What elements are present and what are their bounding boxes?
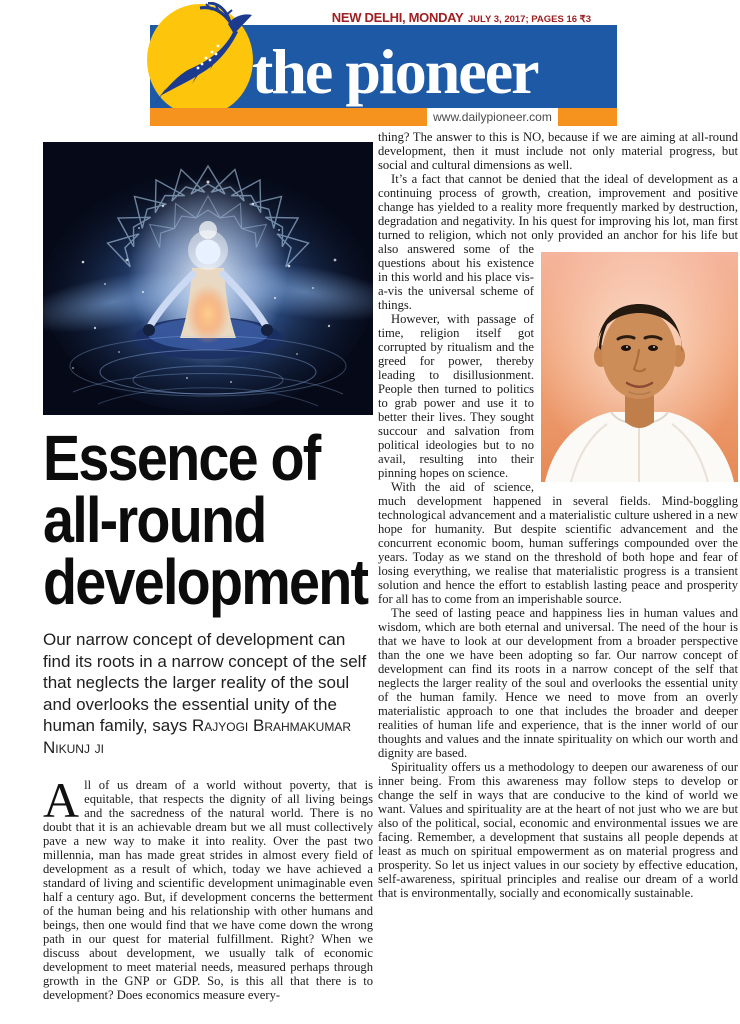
right-column xyxy=(378,130,738,900)
author-portrait-photo xyxy=(541,252,738,482)
left-body-text xyxy=(43,772,373,1002)
left-column xyxy=(43,142,373,1002)
article-headline xyxy=(43,422,374,618)
pioneer-deer-logo-icon xyxy=(146,2,258,118)
meditation-cosmic-image xyxy=(43,142,373,415)
standfirst-text: Our narrow concept of development can find its roots in a narrow concept of the self that neglects the larger reality of the soul and overlooks the essential unity of the human family, says xyxy=(43,630,367,735)
body-paragraph: thing? The answer to this is NO, because if we are aiming at all-round development, then it must include not only material progress, but social and cultural dimensions as well. xyxy=(378,130,738,172)
left-paragraph: ll of us dream of a world without poverty, that is equitable, that respects the dignity of all living beings and the sacredness of the natural world. There is no doubt that it is an achievable dream but we all must collectively pave a new way to make it into reality. Over the past two millennia, man has made great strides in almost every field of development as a result of which, today we have achieved a standard of living and scientific development unimaginable even half a century ago. But, if development concerns the betterment of the human being and his relationship with other humans and beings, then one would find that we have come down the wrong path in our quest for material fulfillment. Right? When we discuss about development, we usually talk of economic development to meet material needs, measured perhaps through growth in the GNP or GDP. So, is this all that there is to development? Does economics measure every- xyxy=(43,778,373,1002)
standfirst xyxy=(43,629,373,758)
headline-line-3: development xyxy=(43,546,368,618)
headline-line-1: Essence of xyxy=(43,422,320,494)
author-name: Rajyogi Brahmakumar Nikunj ji xyxy=(43,716,351,757)
body-paragraph: However, with passage of time, religion itself got corrupted by ritualism and the greed for power, thereby leading to disillusionment. People then turned to politics to grab power and use it to better their lives. They sought succour and salvation from political ideologies but to no avail, resulting into their pinning hopes on science. xyxy=(378,312,534,480)
drop-cap: A xyxy=(43,772,80,828)
headline-line-2: all-round xyxy=(43,484,266,556)
body-paragraph: The seed of lasting peace and happiness lies in human values and wisdom, which are both eternal and universal. The need of the hour is that we have to look at our development from a broader perspective than the one we have been adopting so far. Our narrow concept of development can find its roots in a narrow concept of the self that neglects the larger reality of the soul and overlooks the essential unity of the human family. Hence we need to move from an overly materialistic approach to one that includes the broader and deeper realities of human life and experience, that is the inner world of our thoughts and values and the innate spirituality on which our worth and dignity are based. xyxy=(378,606,738,760)
body-paragraph: It’s a fact that cannot be denied that the ideal of development as a continuing process of growth, creation, improvement and positive change has yielded to a reality more frequently marked by destruction, degradation and negativity. In his quest for improving his lot, man first turned to religion, which not only provided an anchor for his life but also answered some of the questions about his existence in this world and his place vis-a-vis the universal scheme of things. xyxy=(378,172,738,312)
masthead-orange-strip xyxy=(150,108,617,126)
website-url: www.dailypioneer.com xyxy=(427,108,558,126)
newspaper-title: the pioneer xyxy=(252,36,538,107)
body-paragraph: With the aid of science, much development happened in several fields. Mind-boggling technological advancement and a materialistic culture ushered in a new hope for humanity. But despite scientific advancement and the concurrent economic boom, human sufferings compounded over the years. Today as we stand on the threshold of both hope and fear of losing everything, we realise that materialistic progress is a transient solution and hence the effort to establish lasting peace and prosperity for all has to come from an imperishable source. xyxy=(378,480,738,606)
dateline-date: JULY 3, 2017; PAGES 16 ₹3 xyxy=(467,14,591,25)
dateline-city: NEW DELHI, MONDAY xyxy=(331,10,464,25)
body-paragraph: Spirituality offers us a methodology to deepen our awareness of our inner being. From this awareness may follow steps to develop or change the self in ways that are conducive to the kind of world we want. Values and spirituality are at the heart of not just who we are but also of the political, social, economic and environmental issues we are facing. Remember, a development that sustains all people depends at least as much on spiritual empowerment as on material progress and prosperity. So let us inject values in our society by effective education, self-awareness, spiritual principles and realise our dream of a world that is environmentally, socially and economically sustainable. xyxy=(378,760,738,900)
